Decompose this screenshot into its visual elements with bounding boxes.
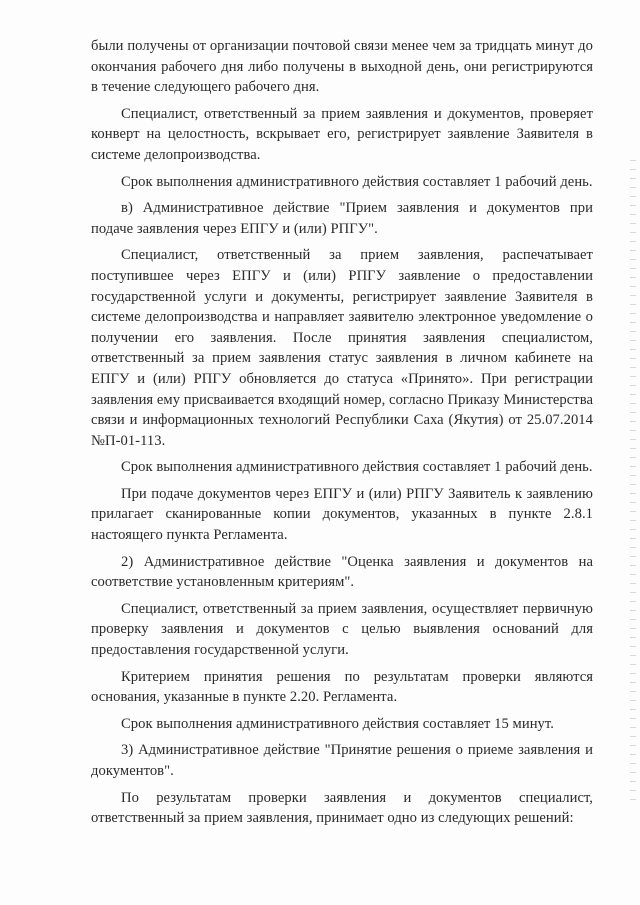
paragraph-continuation: были получены от организации почтовой связи менее чем за тридцать минут до окончания рабочего дня либо получены в выходной день, они регистрируются в течение следующего рабочего дня. (91, 38, 593, 96)
paragraph-deadline-1: Срок выполнения административного действия составляет 1 рабочий день. (121, 173, 593, 190)
paragraph-epgu-processing: Специалист, ответственный за прием заявления, распечатывает поступившее через ЕПГУ и (или) РПГУ заявление о предоставлении государственной услуги и документы, регистрирует заявление Заявителя в системе делопроизводства и направляет заявителю электронное уведомление о получении его заявления. После принятия заявления специалистом, ответственный за прием заявления статус заявления в личном кабинете на ЕПГУ и (или) РПГУ обновляется до статуса «Принято». При регистрации заявления ему присваивается входящий номер, согласно Приказу Министерства связи и информационных технологий Республики Саха (Якутия) от 25.07.2014 №П-01-113. (91, 247, 593, 449)
paragraph-primary-check: Специалист, ответственный за прием заявления, осуществляет первичную проверку заявления и документов с целью выявления оснований для предоставления государственной услуги. (91, 600, 593, 659)
paragraph-action-3-heading: 3) Административное действие "Принятие решения о приеме заявления и документов". (91, 742, 593, 779)
paragraph-scanned-copies: При подаче документов через ЕПГУ и (или) РПГУ Заявитель к заявлению прилагает сканированные копии документов, указанных в пункте 2.8.1 настоящего пункта Регламента. (91, 485, 593, 544)
paragraph-envelope-check: Специалист, ответственный за прием заявления и документов, проверяет конверт на целостность, вскрывает его, регистрирует заявление Заявителя в системе делопроизводства. (91, 105, 593, 163)
document-body (91, 36, 593, 835)
paragraph-decision-criterion: Критерием принятия решения по результатам проверки являются основания, указанные в пункте 2.20. Регламента. (91, 668, 593, 706)
paragraph-decision-options: По результатам проверки заявления и документов специалист, ответственный за прием заявления, принимает одно из следующих решений: (91, 789, 593, 827)
paragraph-action-2-heading: 2) Административное действие "Оценка заявления и документов на соответствие установленным критериям". (91, 553, 593, 591)
paragraph-deadline-15-min: Срок выполнения административного действия составляет 15 минут. (121, 715, 554, 732)
scan-edge-artifact (630, 160, 636, 800)
paragraph-action-v-heading: в) Административное действие "Прием заявления и документов при подаче заявления через ЕПГУ и (или) РПГУ". (91, 200, 593, 237)
paragraph-deadline-2: Срок выполнения административного действия составляет 1 рабочий день. (121, 459, 593, 476)
